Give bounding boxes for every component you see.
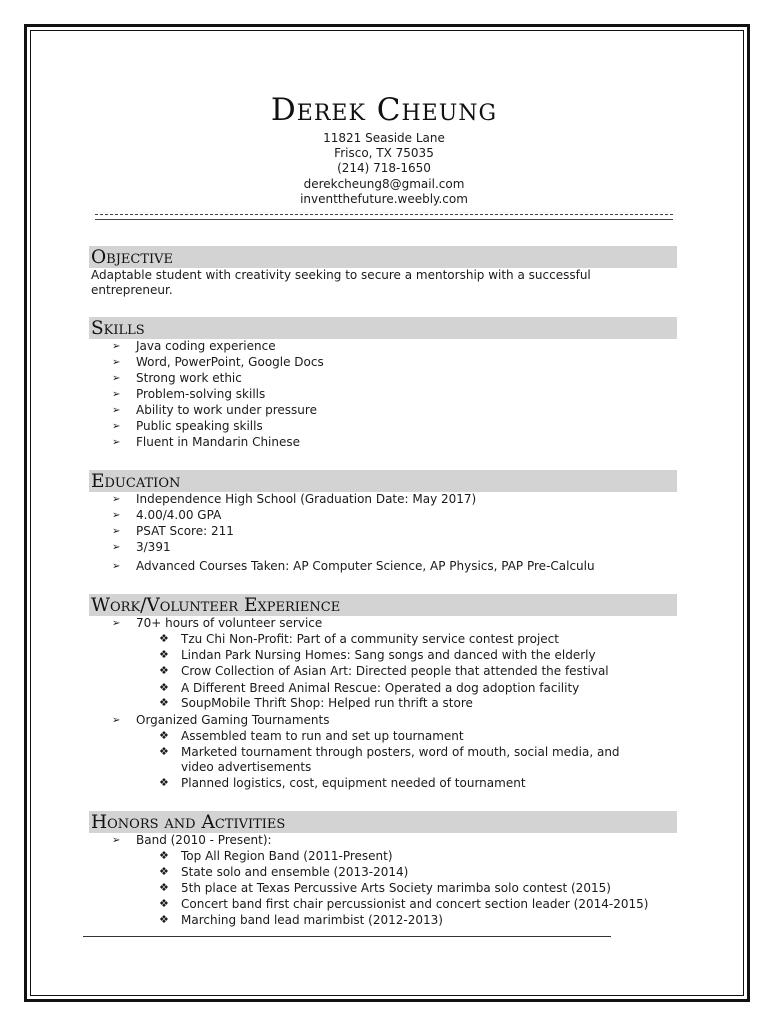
diamond-bullet-icon: ❖ xyxy=(159,681,169,694)
arrow-bullet-icon: ➢ xyxy=(112,357,121,368)
section-heading-skills: Skills xyxy=(89,317,677,339)
list-item: ➢ Organized Gaming Tournaments xyxy=(112,713,330,727)
list-subitem: ❖ State solo and ensemble (2013-2014) xyxy=(159,865,409,879)
arrow-bullet-icon: ➢ xyxy=(112,526,121,537)
diamond-bullet-icon: ❖ xyxy=(159,865,169,878)
diamond-bullet-icon: ❖ xyxy=(159,897,169,910)
section-heading-education: Education xyxy=(89,470,677,492)
address-line1: 11821 Seaside Lane xyxy=(323,131,445,145)
header-separator-solid xyxy=(95,219,673,220)
diamond-bullet-icon: ❖ xyxy=(159,632,169,645)
list-item: ➢ PSAT Score: 211 xyxy=(112,524,234,538)
section-heading-work: Work/Volunteer Experience xyxy=(89,594,677,616)
list-item: ➢ 3/391 xyxy=(112,540,171,554)
resume-name: Derek Cheung xyxy=(270,92,498,128)
list-item: ➢ Problem-solving skills xyxy=(112,387,266,401)
diamond-bullet-icon: ❖ xyxy=(159,729,169,742)
list-subitem: ❖ Planned logistics, cost, equipment needed of tournament xyxy=(159,776,526,790)
list-subitem: ❖ A Different Breed Animal Rescue: Operated a dog adoption facility xyxy=(159,681,580,695)
list-subitem: ❖ Crow Collection of Asian Art: Directed people that attended the festival xyxy=(159,664,609,678)
arrow-bullet-icon: ➢ xyxy=(112,494,121,505)
diamond-bullet-icon: ❖ xyxy=(159,648,169,661)
list-item: ➢ Ability to work under pressure xyxy=(112,403,317,417)
address-line2: Frisco, TX 75035 xyxy=(334,146,434,161)
arrow-bullet-icon: ➢ xyxy=(112,510,121,521)
list-item: ➢ 70+ hours of volunteer service xyxy=(112,616,323,630)
email: derekcheung8@gmail.com xyxy=(303,176,465,191)
list-item: ➢ Independence High School (Graduation Date: May 2017) xyxy=(112,492,477,506)
diamond-bullet-icon: ❖ xyxy=(159,776,169,789)
list-item: ➢ 4.00/4.00 GPA xyxy=(112,508,222,522)
list-item: ➢ Advanced Courses Taken: AP Computer Science, AP Physics, PAP Pre-Calculu xyxy=(112,559,595,573)
list-subitem: ❖ Marching band lead marimbist (2012-2013) xyxy=(159,913,443,927)
list-subitem: ❖ SoupMobile Thrift Shop: Helped run thrift a store xyxy=(159,696,473,710)
list-item: ➢ Word, PowerPoint, Google Docs xyxy=(112,355,324,369)
list-subitem: ❖ Top All Region Band (2011-Present) xyxy=(159,849,393,863)
section-heading-honors: Honors and Activities xyxy=(89,811,677,833)
objective-text-line: Adaptable student with creativity seeking to secure a mentorship with a successful xyxy=(91,268,591,282)
arrow-bullet-icon: ➢ xyxy=(112,389,121,400)
list-item: ➢ Public speaking skills xyxy=(112,419,263,433)
arrow-bullet-icon: ➢ xyxy=(112,373,121,384)
arrow-bullet-icon: ➢ xyxy=(112,561,121,572)
arrow-bullet-icon: ➢ xyxy=(112,341,121,352)
list-subitem: ❖ Tzu Chi Non-Profit: Part of a community service contest project xyxy=(159,632,559,646)
list-item: ➢ Fluent in Mandarin Chinese xyxy=(112,435,301,449)
arrow-bullet-icon: ➢ xyxy=(112,542,121,553)
arrow-bullet-icon: ➢ xyxy=(112,715,121,726)
list-subitem: ❖ Concert band first chair percussionist and concert section leader (2014-2015) xyxy=(159,897,649,911)
objective-text-line: entrepreneur. xyxy=(91,283,173,297)
arrow-bullet-icon: ➢ xyxy=(112,437,121,448)
website: inventthefuture.weebly.com xyxy=(300,191,468,206)
diamond-bullet-icon: ❖ xyxy=(159,745,169,758)
arrow-bullet-icon: ➢ xyxy=(112,405,121,416)
diamond-bullet-icon: ❖ xyxy=(159,664,169,677)
list-item: ➢ Java coding experience xyxy=(112,339,276,353)
list-subitem-continuation: video advertisements xyxy=(181,760,312,774)
list-item: ➢ Strong work ethic xyxy=(112,371,242,385)
phone: (214) 718-1650 xyxy=(337,161,431,176)
list-subitem: ❖ Marketed tournament through posters, word of mouth, social media, and xyxy=(159,745,620,759)
arrow-bullet-icon: ➢ xyxy=(112,835,121,846)
list-item: ➢ Band (2010 - Present): xyxy=(112,833,272,847)
list-subitem: ❖ 5th place at Texas Percussive Arts Society marimba solo contest (2015) xyxy=(159,881,611,895)
list-subitem: ❖ Lindan Park Nursing Homes: Sang songs and danced with the elderly xyxy=(159,648,596,662)
diamond-bullet-icon: ❖ xyxy=(159,913,169,926)
diamond-bullet-icon: ❖ xyxy=(159,696,169,709)
diamond-bullet-icon: ❖ xyxy=(159,881,169,894)
footer-rule xyxy=(83,936,611,937)
arrow-bullet-icon: ➢ xyxy=(112,618,121,629)
contact-block xyxy=(0,131,768,207)
diamond-bullet-icon: ❖ xyxy=(159,849,169,862)
header-separator-dashed xyxy=(95,214,673,215)
section-heading-objective: Objective xyxy=(89,246,677,268)
arrow-bullet-icon: ➢ xyxy=(112,421,121,432)
objective-text xyxy=(91,268,651,298)
list-subitem: ❖ Assembled team to run and set up tournament xyxy=(159,729,464,743)
